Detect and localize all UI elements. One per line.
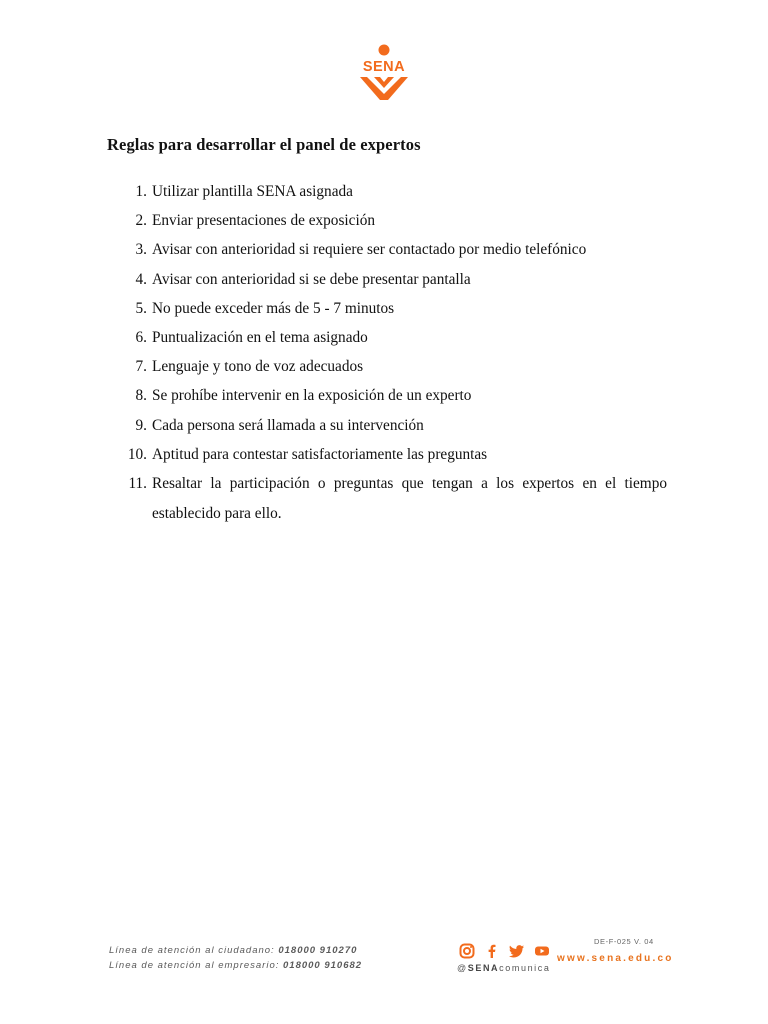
document-title: Reglas para desarrollar el panel de expertos xyxy=(107,135,421,154)
rules-list xyxy=(107,177,667,529)
rule-text: No puede exceder más de 5 - 7 minutos xyxy=(152,299,395,317)
website-link[interactable]: www.sena.edu.co xyxy=(557,953,674,964)
business-line-number: 018000 910682 xyxy=(283,960,363,971)
rule-text: Cada persona será llamada a su intervención xyxy=(152,416,424,434)
rule-item xyxy=(107,265,667,294)
rule-number: 9. xyxy=(135,416,147,434)
rule-item xyxy=(107,469,667,529)
rule-item xyxy=(107,411,667,440)
rule-item xyxy=(107,352,667,381)
twitter-icon[interactable] xyxy=(509,943,525,959)
citizen-line: Línea de atención al ciudadano: 018000 910270 xyxy=(109,945,358,956)
rule-item xyxy=(107,294,667,323)
rule-number: 4. xyxy=(135,270,147,288)
rule-item xyxy=(107,323,667,352)
rule-item xyxy=(107,235,667,264)
logo-text: SENA xyxy=(362,59,406,75)
rule-text: Aptitud para contestar satisfactoriamente las preguntas xyxy=(152,445,488,463)
rule-item xyxy=(107,381,667,410)
rule-item xyxy=(107,177,667,206)
social-handle: @SENAcomunica xyxy=(457,963,551,973)
rule-text: Avisar con anterioridad si requiere ser contactado por medio telefónico xyxy=(152,241,587,259)
rule-text: Resaltar la participación o preguntas que tengan a los expertos en el tiempo establecido para ello. xyxy=(152,474,667,522)
rule-number: 11. xyxy=(128,474,147,492)
contact-lines xyxy=(109,943,362,973)
youtube-icon[interactable] xyxy=(534,943,550,959)
social-block xyxy=(457,943,549,983)
rule-number: 3. xyxy=(135,241,147,259)
rule-text: Se prohíbe intervenir en la exposición de un experto xyxy=(152,387,472,405)
business-line: Línea de atención al empresario: 018000 910682 xyxy=(109,960,363,971)
rule-number: 10. xyxy=(127,445,147,463)
rule-item xyxy=(107,440,667,469)
rule-text: Utilizar plantilla SENA asignada xyxy=(152,183,353,200)
rule-number: 5. xyxy=(135,299,147,317)
rule-text: Puntualización en el tema asignado xyxy=(152,328,368,346)
rule-number: 7. xyxy=(135,358,147,376)
rule-text: Avisar con anterioridad si se debe presentar pantalla xyxy=(152,270,471,288)
rule-number: 2. xyxy=(135,212,147,230)
document-code: DE-F-025 V. 04 xyxy=(594,937,654,946)
rule-text: Enviar presentaciones de exposición xyxy=(152,212,375,230)
rule-number: 6. xyxy=(135,328,147,346)
rule-number: 8. xyxy=(135,387,147,405)
citizen-line-number: 018000 910270 xyxy=(278,945,358,956)
rule-number: 1. xyxy=(135,183,147,200)
instagram-icon[interactable] xyxy=(459,943,475,959)
facebook-icon[interactable] xyxy=(484,943,500,959)
rule-text: Lenguaje y tono de voz adecuados xyxy=(152,358,364,376)
rule-item xyxy=(107,206,667,235)
sena-logo xyxy=(352,44,416,104)
